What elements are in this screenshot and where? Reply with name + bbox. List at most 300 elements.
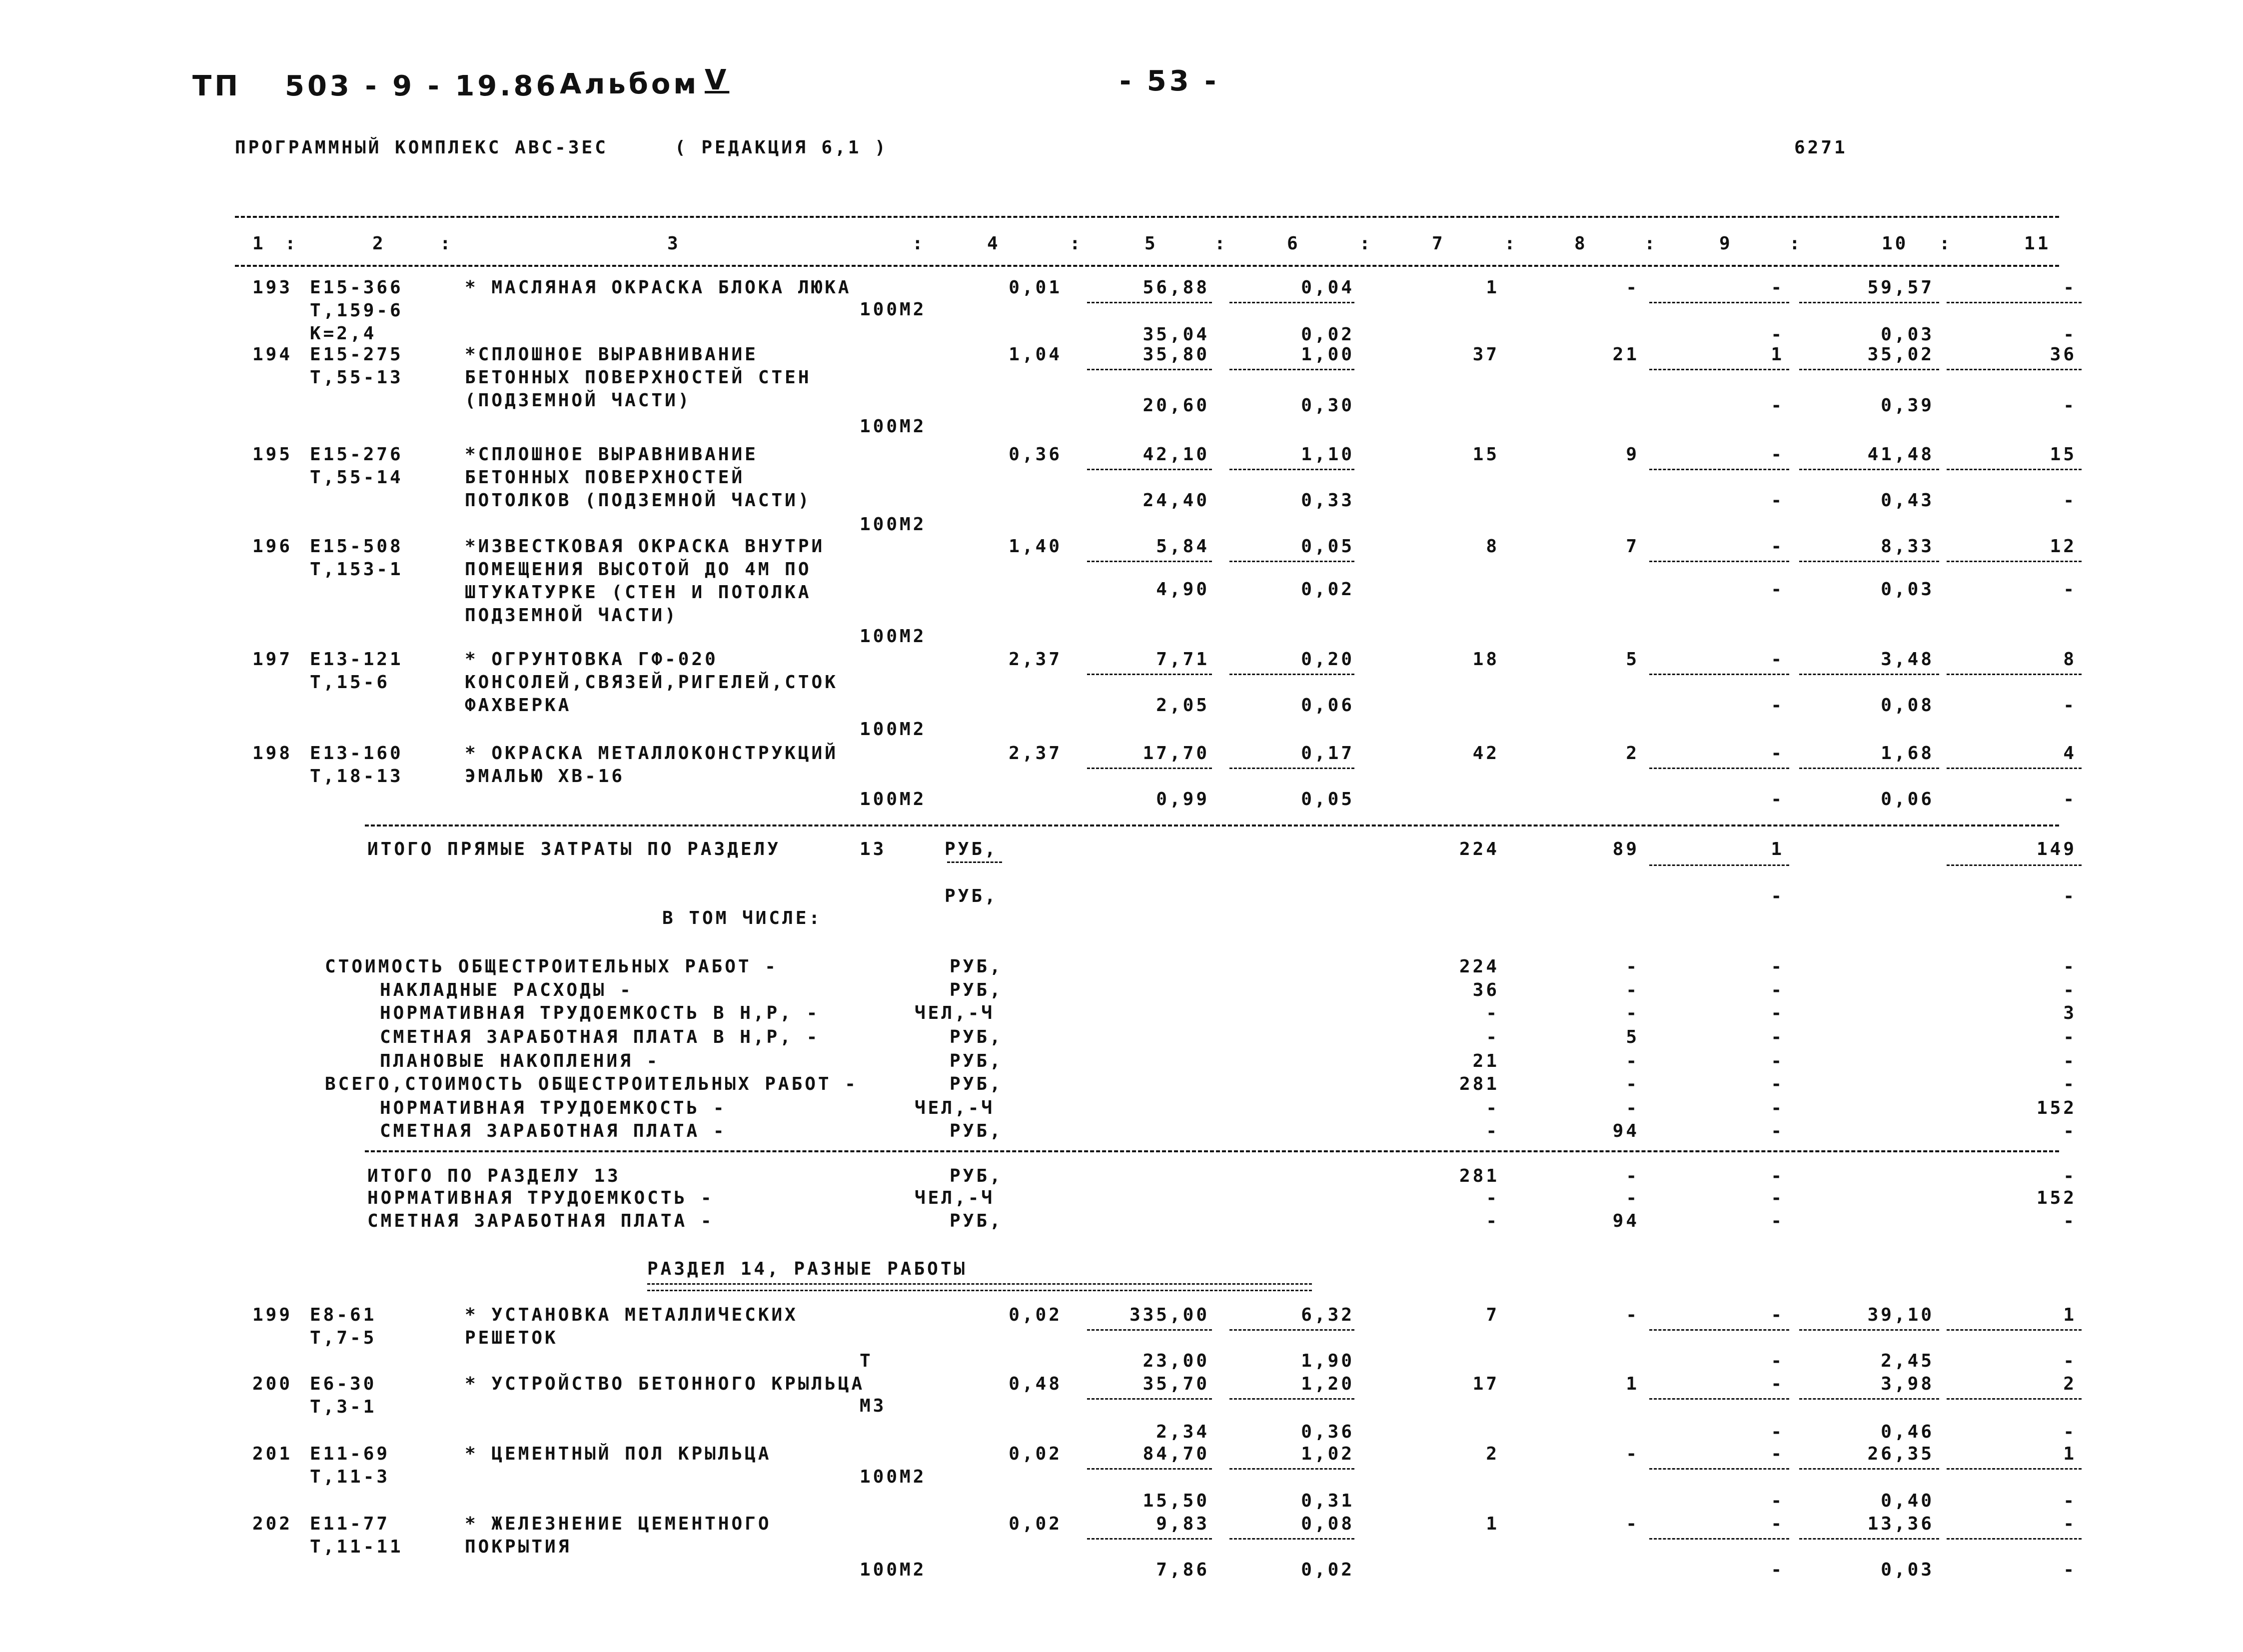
fraction-rule [1947, 561, 2082, 562]
norm-code: Е6-30 [310, 1374, 377, 1394]
grand-total-machine: - [1771, 1188, 1784, 1208]
labor-total: 15 [2050, 444, 2077, 465]
row-number: 196 [252, 536, 293, 557]
measure-unit: 100М2 [860, 1560, 927, 1580]
machine-total: - [1771, 1305, 1784, 1325]
total-wage: - [1626, 1514, 1639, 1534]
software-edition: ( РЕДАКЦИЯ 6,1 ) [675, 137, 888, 158]
table-ref: Т,18-13 [310, 766, 403, 787]
work-description: ЭМАЛЬЮ ХВ-16 [465, 766, 625, 787]
summary-labor: 152 [2036, 1098, 2077, 1118]
summary-wage: - [1626, 1098, 1639, 1118]
machine-wage: 0,02 [1301, 324, 1354, 345]
summary-labor: - [2063, 1027, 2077, 1047]
row-number: 194 [252, 344, 293, 365]
coefficient: К=2,4 [310, 323, 377, 344]
machine-cost: 0,20 [1301, 649, 1354, 670]
machine-wage: 1,90 [1301, 1351, 1354, 1371]
fraction-rule [1799, 674, 1939, 675]
work-description: * МАСЛЯНАЯ ОКРАСКА БЛОКА ЛЮКА [465, 277, 852, 298]
table-ref: Т,7-5 [310, 1328, 377, 1348]
album-label: Альбом [560, 68, 700, 100]
table-ref: Т,11-3 [310, 1467, 390, 1487]
fraction-rule [1087, 1468, 1212, 1470]
labor-total: 1 [2063, 1444, 2077, 1464]
grand-total-unit: ЧЕЛ,-Ч [915, 1188, 995, 1208]
grand-total-machine: - [1771, 1211, 1784, 1231]
fraction-rule [1087, 302, 1212, 303]
table-ref: Т,15-6 [310, 672, 390, 693]
work-description: * ЖЕЛЕЗНЕНИЕ ЦЕМЕНТНОГО [465, 1514, 772, 1534]
fraction-rule [1649, 1398, 1789, 1400]
machine-wage-total: - [1771, 324, 1784, 345]
machine-wage: 0,33 [1301, 490, 1354, 511]
machine-cost: 1,02 [1301, 1444, 1354, 1464]
summary-unit: РУБ, [950, 980, 1003, 1000]
unit-price: 42,10 [1142, 444, 1209, 465]
summary-cost: 224 [1459, 956, 1499, 977]
unit-wage: 20,60 [1142, 395, 1209, 416]
quantity: 0,02 [1009, 1305, 1062, 1325]
summary-machine: - [1771, 980, 1784, 1000]
total-cost: 37 [1472, 344, 1499, 365]
row-number: 193 [252, 277, 293, 298]
unit-price: 35,70 [1142, 1374, 1209, 1394]
row-number: 201 [252, 1444, 293, 1464]
summary-unit: РУБ, [950, 1121, 1003, 1141]
section-number: 13 [860, 839, 887, 859]
fraction-rule [1649, 561, 1789, 562]
column-separator: : [912, 233, 926, 254]
fraction-rule [1799, 369, 1939, 370]
album-number: V [705, 64, 730, 96]
machine-wage-total: - [1771, 490, 1784, 511]
measure-unit: 100М2 [860, 626, 927, 647]
fraction-rule [1649, 1329, 1789, 1331]
measure-unit: М3 [860, 1396, 887, 1416]
fraction-rule [1947, 1398, 2082, 1400]
grand-total-labor: - [2063, 1211, 2077, 1231]
column-number: 4 [987, 233, 1001, 254]
norm-code: Е13-160 [310, 743, 403, 764]
labor-total: - [2063, 277, 2077, 298]
machine-total: - [1771, 277, 1784, 298]
machine-total: - [1771, 444, 1784, 465]
summary-label: СМЕТНАЯ ЗАРАБОТНАЯ ПЛАТА В Н,Р, - [380, 1027, 820, 1047]
unit-price: 84,70 [1142, 1444, 1209, 1464]
summary-wage: - [1626, 1003, 1639, 1023]
summary-labor: 3 [2063, 1003, 2077, 1023]
summary-label: НАКЛАДНЫЕ РАСХОДЫ - [380, 980, 633, 1000]
summary-unit: ЧЕЛ,-Ч [915, 1098, 995, 1118]
grand-total-cost: 281 [1459, 1166, 1499, 1186]
table-ref: Т,153-1 [310, 559, 403, 580]
fraction-rule [1229, 768, 1354, 769]
summary-cost: - [1486, 1121, 1499, 1141]
fraction-rule [1087, 369, 1212, 370]
unit-wage: 2,34 [1156, 1422, 1209, 1442]
machine-wage-total: - [1771, 695, 1784, 716]
doc-code: 503 - 9 - 19.86 [285, 70, 559, 102]
work-description: ПОМЕЩЕНИЯ ВЫСОТОЙ ДО 4М ПО [465, 559, 812, 580]
summary-cost: 21 [1472, 1051, 1499, 1071]
summary-labor: - [2063, 1074, 2077, 1094]
total-wage: - [1626, 277, 1639, 298]
labor-per-unit: 3,48 [1881, 649, 1934, 670]
machine-cost: 0,08 [1301, 1514, 1354, 1534]
machine-wage-total: - [1771, 886, 1784, 906]
work-description: *СПЛОШНОЕ ВЫРАВНИВАНИЕ [465, 344, 758, 365]
summary-labor: - [2063, 1051, 2077, 1071]
machine-wage-total: - [1771, 789, 1784, 810]
norm-code: Е8-61 [310, 1305, 377, 1325]
column-number: 10 [1882, 233, 1909, 254]
work-description: *ИЗВЕСТКОВАЯ ОКРАСКА ВНУТРИ [465, 536, 825, 557]
fraction-rule [1649, 1538, 1789, 1540]
total-cost: 17 [1472, 1374, 1499, 1394]
labor-total: 36 [2050, 344, 2077, 365]
unit-price: 35,80 [1142, 344, 1209, 365]
machine-total: - [1771, 536, 1784, 557]
column-separator: : [1070, 233, 1083, 254]
total-cost: 1 [1486, 277, 1499, 298]
unit-wage: 15,50 [1142, 1491, 1209, 1511]
grand-total-wage: - [1626, 1188, 1639, 1208]
total-wage: - [1626, 1305, 1639, 1325]
summary-unit: РУБ, [950, 1074, 1003, 1094]
total-cost: 15 [1472, 444, 1499, 465]
labor-per-unit: 59,57 [1867, 277, 1934, 298]
machine-wage: 0,36 [1301, 1422, 1354, 1442]
column-separator: : [1359, 233, 1373, 254]
header-rule-bottom [235, 265, 2059, 267]
machinist-labor-total: - [2063, 579, 2077, 600]
fraction-rule [1649, 469, 1789, 470]
summary-label: ВСЕГО,СТОИМОСТЬ ОБЩЕСТРОИТЕЛЬНЫХ РАБОТ - [325, 1074, 858, 1094]
labor-total: 149 [2036, 839, 2077, 859]
fraction-rule [1947, 1468, 2082, 1470]
fraction-rule [1087, 561, 1212, 562]
norm-code: Е15-508 [310, 536, 403, 557]
measure-unit: 100М2 [860, 789, 927, 810]
fraction-rule [1649, 768, 1789, 769]
labor-total: 8 [2063, 649, 2077, 670]
total-cost: 18 [1472, 649, 1499, 670]
measure-unit: 100М2 [860, 514, 927, 535]
labor-per-unit: 1,68 [1881, 743, 1934, 764]
machine-wage: 0,06 [1301, 695, 1354, 716]
fraction-rule [1799, 302, 1939, 303]
summary-unit: РУБ, [950, 1051, 1003, 1071]
measure-unit: 100М2 [860, 719, 927, 740]
machinist-labor-total: - [2063, 1491, 2077, 1511]
fraction-rule [1649, 864, 1789, 866]
norm-code: Е15-366 [310, 277, 403, 298]
norm-code: Е11-69 [310, 1444, 390, 1464]
row-number: 198 [252, 743, 293, 764]
grand-total-labor: - [2063, 1166, 2077, 1186]
unit-rule [947, 861, 1002, 863]
document-number: 6271 [1794, 137, 1848, 158]
norm-code: Е15-276 [310, 444, 403, 465]
quantity: 0,01 [1009, 277, 1062, 298]
fraction-rule [1947, 1329, 2082, 1331]
work-description: БЕТОННЫХ ПОВЕРХНОСТЕЙ СТЕН [465, 367, 812, 388]
quantity: 0,02 [1009, 1444, 1062, 1464]
machinist-labor-total: - [2063, 395, 2077, 416]
total-cost: 8 [1486, 536, 1499, 557]
summary-wage: - [1626, 956, 1639, 977]
fraction-rule [1229, 1468, 1354, 1470]
unit-price: 17,70 [1142, 743, 1209, 764]
summary-machine: - [1771, 956, 1784, 977]
total-wage: 2 [1626, 743, 1639, 764]
fraction-rule [1229, 1329, 1354, 1331]
total-unit: РУБ, [945, 886, 998, 906]
measure-unit: 100М2 [860, 416, 927, 437]
summary-machine: - [1771, 1098, 1784, 1118]
labor-per-unit: 3,98 [1881, 1374, 1934, 1394]
machinist-labor-total: - [2063, 1351, 2077, 1371]
fraction-rule [1229, 469, 1354, 470]
unit-wage: 7,86 [1156, 1560, 1209, 1580]
unit-wage: 0,99 [1156, 789, 1209, 810]
column-separator: : [440, 233, 453, 254]
total-wage: 1 [1626, 1374, 1639, 1394]
table-ref: Т,159-6 [310, 300, 403, 321]
machinist-labor-per-unit: 0,08 [1881, 695, 1934, 716]
summary-wage: - [1626, 980, 1639, 1000]
fraction-rule [1799, 1329, 1939, 1331]
table-ref: Т,11-11 [310, 1537, 403, 1557]
quantity: 2,37 [1009, 649, 1062, 670]
machinist-labor-per-unit: 2,45 [1881, 1351, 1934, 1371]
total-cost: 7 [1486, 1305, 1499, 1325]
machine-wage: 0,02 [1301, 1560, 1354, 1580]
column-number: 1 [252, 233, 266, 254]
labor-per-unit: 26,35 [1867, 1444, 1934, 1464]
unit-wage: 24,40 [1142, 490, 1209, 511]
fraction-rule [1947, 369, 2082, 370]
machinist-labor-per-unit: 0,39 [1881, 395, 1934, 416]
machinist-labor-total: - [2063, 490, 2077, 511]
labor-total: 1 [2063, 1305, 2077, 1325]
table-ref: Т,55-13 [310, 367, 403, 388]
unit-price: 7,71 [1156, 649, 1209, 670]
summary-machine: - [1771, 1027, 1784, 1047]
column-separator: : [1214, 233, 1228, 254]
quantity: 2,37 [1009, 743, 1062, 764]
labor-total: 2 [2063, 1374, 2077, 1394]
quantity: 0,36 [1009, 444, 1062, 465]
norm-code: Е13-121 [310, 649, 403, 670]
summary-wage: - [1626, 1051, 1639, 1071]
machine-wage: 0,30 [1301, 395, 1354, 416]
summary-cost: - [1486, 1027, 1499, 1047]
grand-total-machine: - [1771, 1166, 1784, 1186]
machine-wage: 0,02 [1301, 579, 1354, 600]
grand-total-unit: РУБ, [950, 1211, 1003, 1231]
fraction-rule [1947, 469, 2082, 470]
fraction-rule [1229, 561, 1354, 562]
labor-per-unit: 41,48 [1867, 444, 1934, 465]
work-description: * УСТАНОВКА МЕТАЛЛИЧЕСКИХ [465, 1305, 798, 1325]
measure-unit: Т [860, 1351, 873, 1371]
work-description: (ПОДЗЕМНОЙ ЧАСТИ) [465, 390, 692, 411]
fraction-rule [1649, 369, 1789, 370]
column-separator: : [1644, 233, 1658, 254]
quantity: 1,40 [1009, 536, 1062, 557]
grand-total-wage: 94 [1612, 1211, 1639, 1231]
fraction-rule [1799, 1538, 1939, 1540]
summary-labor: - [2063, 956, 2077, 977]
work-description: * УСТРОЙСТВО БЕТОННОГО КРЫЛЬЦА [465, 1374, 865, 1394]
machine-total: - [1771, 649, 1784, 670]
machine-cost: 0,05 [1301, 536, 1354, 557]
fraction-rule [1799, 561, 1939, 562]
machine-wage-total: - [1771, 579, 1784, 600]
summary-cost: - [1486, 1098, 1499, 1118]
column-number: 6 [1287, 233, 1300, 254]
section-13-rule [365, 825, 2059, 826]
fraction-rule [1947, 674, 2082, 675]
work-description: * ЦЕМЕНТНЫЙ ПОЛ КРЫЛЬЦА [465, 1444, 772, 1464]
fraction-rule [1229, 1398, 1354, 1400]
unit-wage: 35,04 [1142, 324, 1209, 345]
grand-total-cost: - [1486, 1211, 1499, 1231]
work-description: БЕТОННЫХ ПОВЕРХНОСТЕЙ [465, 467, 745, 488]
summary-unit: РУБ, [950, 1027, 1003, 1047]
machine-total: - [1771, 1514, 1784, 1534]
summary-wage: 5 [1626, 1027, 1639, 1047]
machine-wage-total: - [1771, 1560, 1784, 1580]
column-number: 2 [372, 233, 386, 254]
column-number: 5 [1144, 233, 1158, 254]
software-name: ПРОГРАММНЫЙ КОМПЛЕКС АВС-3ЕС [235, 137, 608, 158]
header-rule-top [235, 216, 2059, 218]
column-number: 8 [1574, 233, 1588, 254]
total-wage: - [1626, 1444, 1639, 1464]
machine-cost: 0,04 [1301, 277, 1354, 298]
row-number: 199 [252, 1305, 293, 1325]
machinist-labor-total: - [2063, 789, 2077, 810]
fraction-rule [1799, 1398, 1939, 1400]
table-ref: Т,3-1 [310, 1397, 377, 1417]
summary-cost: - [1486, 1003, 1499, 1023]
machine-cost: 1,10 [1301, 444, 1354, 465]
summary-machine: - [1771, 1051, 1784, 1071]
fraction-rule [1087, 674, 1212, 675]
total-cost: 224 [1459, 839, 1499, 859]
work-description: КОНСОЛЕЙ,СВЯЗЕЙ,РИГЕЛЕЙ,СТОК [465, 672, 838, 693]
labor-total: 12 [2050, 536, 2077, 557]
summary-labor: - [2063, 1121, 2077, 1141]
fraction-rule [1087, 1398, 1212, 1400]
fraction-rule [1799, 1468, 1939, 1470]
work-description: * ОКРАСКА МЕТАЛЛОКОНСТРУКЦИЙ [465, 743, 838, 764]
table-ref: Т,55-14 [310, 467, 403, 488]
summary-label: СТОИМОСТЬ ОБЩЕСТРОИТЕЛЬНЫХ РАБОТ - [325, 956, 778, 977]
row-number: 200 [252, 1374, 293, 1394]
column-number: 11 [2024, 233, 2051, 254]
norm-code: Е11-77 [310, 1514, 390, 1534]
fraction-rule [1649, 674, 1789, 675]
machine-total: - [1771, 1444, 1784, 1464]
row-number: 197 [252, 649, 293, 670]
fraction-rule [1799, 768, 1939, 769]
grand-total-unit: РУБ, [950, 1166, 1003, 1186]
fraction-rule [1649, 1468, 1789, 1470]
machine-wage: 0,05 [1301, 789, 1354, 810]
measure-unit: 100М2 [860, 1467, 927, 1487]
machine-wage-total: - [1771, 395, 1784, 416]
machinist-labor-per-unit: 0,03 [1881, 1560, 1934, 1580]
summary-wage: 94 [1612, 1121, 1639, 1141]
machine-wage: 0,31 [1301, 1491, 1354, 1511]
summary-machine: - [1771, 1074, 1784, 1094]
machinist-labor-total: - [2063, 886, 2077, 906]
row-number: 195 [252, 444, 293, 465]
machine-total: - [1771, 1374, 1784, 1394]
section-14-heading: РАЗДЕЛ 14, РАЗНЫЕ РАБОТЫ [647, 1259, 968, 1279]
labor-per-unit: 8,33 [1881, 536, 1934, 557]
work-description: ПОТОЛКОВ (ПОДЗЕМНОЙ ЧАСТИ) [465, 490, 812, 511]
machinist-labor-per-unit: 0,40 [1881, 1491, 1934, 1511]
work-description: ПОДЗЕМНОЙ ЧАСТИ) [465, 605, 678, 626]
machine-cost: 6,32 [1301, 1305, 1354, 1325]
machine-total: - [1771, 743, 1784, 764]
labor-per-unit: 13,36 [1867, 1514, 1934, 1534]
total-unit: РУБ, [945, 839, 998, 859]
work-description: *СПЛОШНОЕ ВЫРАВНИВАНИЕ [465, 444, 758, 465]
machinist-labor-total: - [2063, 324, 2077, 345]
fraction-rule [1947, 768, 2082, 769]
total-wage: 89 [1612, 839, 1639, 859]
summary-label: НОРМАТИВНАЯ ТРУДОЕМКОСТЬ В Н,Р, - [380, 1003, 820, 1023]
machinist-labor-per-unit: 0,06 [1881, 789, 1934, 810]
summary-label: НОРМАТИВНАЯ ТРУДОЕМКОСТЬ - [380, 1098, 727, 1118]
total-cost: 42 [1472, 743, 1499, 764]
grand-total-label: НОРМАТИВНАЯ ТРУДОЕМКОСТЬ - [367, 1188, 714, 1208]
fraction-rule [1087, 768, 1212, 769]
machinist-labor-per-unit: 0,46 [1881, 1422, 1934, 1442]
machine-total: 1 [1771, 839, 1784, 859]
unit-price: 56,88 [1142, 277, 1209, 298]
total-label: ИТОГО ПРЯМЫЕ ЗАТРАТЫ ПО РАЗДЕЛУ [367, 839, 781, 859]
page-number: - 53 - [1120, 65, 1219, 97]
fraction-rule [1229, 369, 1354, 370]
summary-machine: - [1771, 1003, 1784, 1023]
machinist-labor-total: - [2063, 695, 2077, 716]
total-wage: 9 [1626, 444, 1639, 465]
labor-total: 4 [2063, 743, 2077, 764]
fraction-rule [1947, 864, 2082, 866]
fraction-rule [1229, 1538, 1354, 1540]
column-separator: : [1789, 233, 1803, 254]
summary-labor: - [2063, 980, 2077, 1000]
total-wage: 21 [1612, 344, 1639, 365]
section-14-underline [647, 1283, 1312, 1291]
total-cost: 1 [1486, 1514, 1499, 1534]
fraction-rule [1087, 469, 1212, 470]
fraction-rule [1087, 1329, 1212, 1331]
work-description: ШТУКАТУРКЕ (СТЕН И ПОТОЛКА [465, 582, 812, 603]
unit-wage: 2,05 [1156, 695, 1209, 716]
column-number: 3 [667, 233, 681, 254]
machinist-labor-per-unit: 0,03 [1881, 324, 1934, 345]
machine-total: 1 [1771, 344, 1784, 365]
machine-cost: 1,20 [1301, 1374, 1354, 1394]
